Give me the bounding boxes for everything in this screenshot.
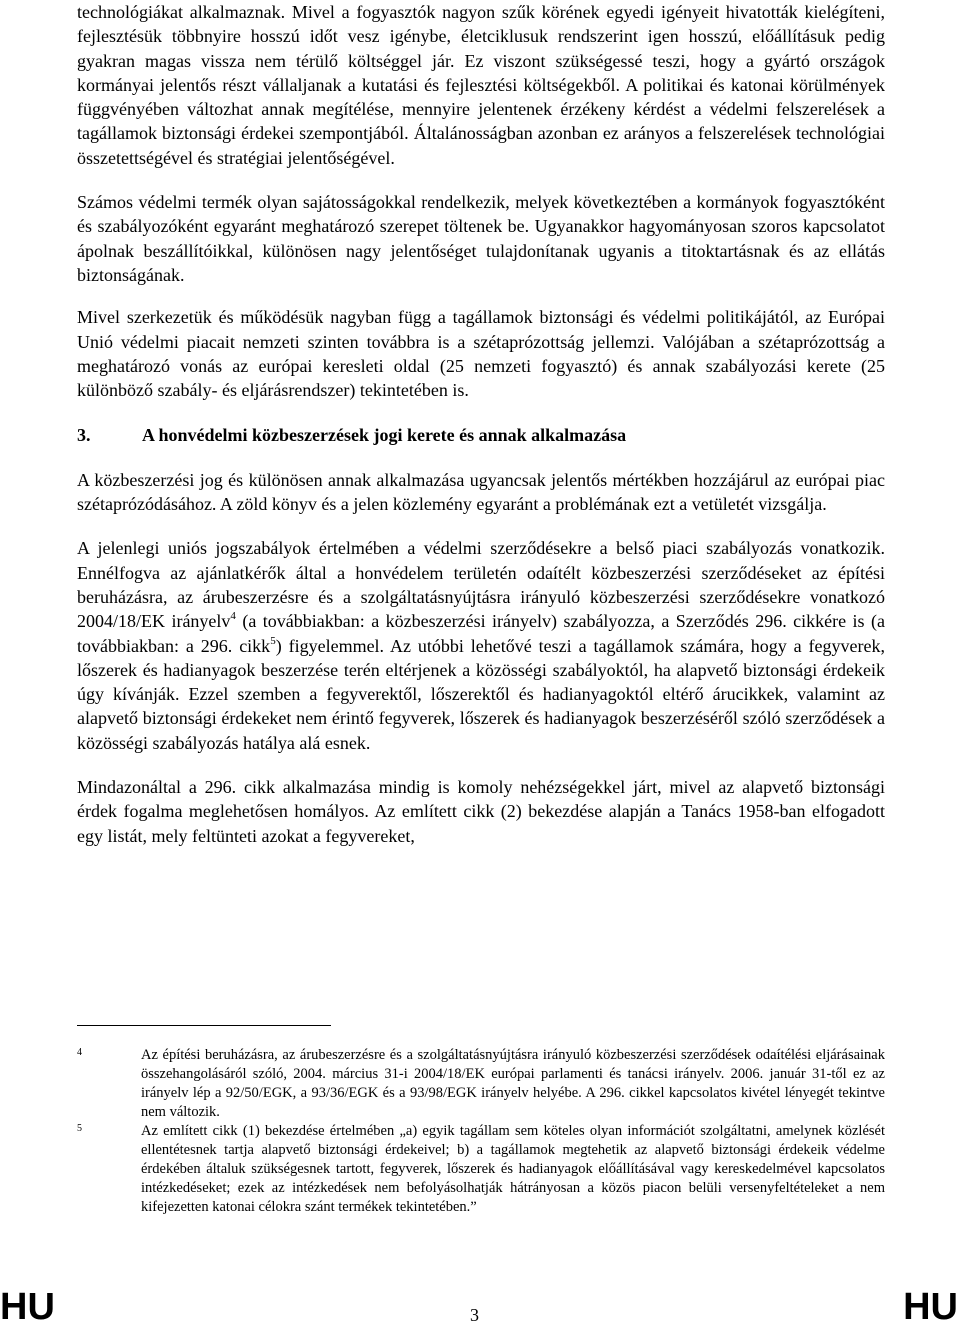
footer-language-left: HU [0,1286,55,1328]
paragraph-1: technológiákat alkalmaznak. Mivel a fogyasztók nagyon szűk körének egyedi igényeit hivatották kielégíteni, fejlesztésük többnyire hosszú időt vesz igénybe, életciklusuk rendszerint igen hosszú, előállításuk pedig gyakran magas vissza nem térülő költséggel jár. Ez viszont szükségessé teszi, hogy a gyártó országok kormányai jelentős részt vállaljanak a kutatási és fejlesztési költségekből. A politikai és katonai körülmények függvényében változhat annak megítélése, mennyire jelentenek érzékeny kérdést a védelmi felszerelések a tagállamok biztonsági érdekei szempontjából. Általánosságban azonban ez arányos a felszerelések technológiai összetettségével és stratégiai jelentőségével. [77,2,885,168]
document-body [77,0,885,848]
paragraph-2: Számos védelmi termék olyan sajátosságokkal rendelkezik, melyek következtében a kormányok fogyasztóként és szabályozóként egyaránt meghatározó szerepet töltenek be. Ugyanakkor hagyományosan szoros kapcsolatot ápolnak beszállítóikkal, különösen nagy jelentőséget tulajdonítanak ugyanis a titoktartásnak és az ellátás biztonságának. [77,192,885,285]
section-heading [77,423,885,447]
footnote-text: Az említett cikk (1) bekezdése értelmében „a) egyik tagállam sem köteles olyan információt szolgáltatni, amelynek közlését ellentétesnek tartja alapvető biztonsági érdekeivel; b) a tagállamok megtehetik az alapvető biztonsági érdekeik védelme érdekében általuk szükségesnek tartott, fegyverek, lőszerek és hadianyagok előállításával vagy kereskedelmével kapcsolatos intézkedéseket; ezek az intézkedések nem befolyásolhatják hátrányosan a közös piacon belüli versenyfeltételeket a nem kifejezetten katonai célokra szánt termékek tekintetében.” [141,1123,885,1215]
section-number: 3. [77,425,91,446]
footnote-separator [77,1025,331,1026]
paragraph-5-part-c: ) figyelemmel. Az utóbbi lehetővé teszi a tagállamok számára, hogy a fegyverek, lőszerek és hadianyagok beszerzése terén eltérjenek a közösségi szabályoktól, ha alapvető biztonsági érdekeik úgy kívánják. Ezzel szemben a fegyverektől, lőszerektől és hadianyagoktól eltérő árucikkek, valamint az alapvető biztonsági érdekeket nem érintő fegyverek, lőszerek és hadianyagok beszerzéséről szóló szerződések a közösségi szabályozás hatálya alá esnek. [77,635,885,753]
footnote-4 [77,1046,885,1122]
footer-language-right: HU [903,1286,958,1328]
section-title: A honvédelmi közbeszerzések jogi kerete és annak alkalmazása [142,425,627,446]
footnote-number: 5 [77,1123,82,1134]
footnotes [77,1046,885,1217]
paragraph-5-part-b: (a továbbiakban: a közbeszerzési irányelv) szabályozza, a Szerződés 296. cikkére is (a továbbiakban: a 296. cikk [77,611,885,656]
footnote-5 [77,1122,885,1217]
paragraph-3: Mivel szerkezetük és működésük nagyban függ a tagállamok biztonsági és védelmi politikájától, az Európai Unió védelmi piacait nemzeti szinten továbbra is a szétaprózottság jellemzi. Valójában a szétaprózottság a meghatározó vonás az európai keresleti oldal (25 nemzeti fogyasztó) és annak szabályozási kerete (25 különböző szabály- és eljárásrendszer) tekintetében is. [77,307,885,401]
paragraph-6: Mindazonáltal a 296. cikk alkalmazása mindig is komoly nehézségekkel járt, mivel az alapvető biztonsági érdek fogalma meglehetősen homályos. Az említett cikk (2) bekezdése alapján a Tanács 1958-ban elfogadott egy listát, mely feltünteti azokat a fegyvereket, [77,777,885,846]
paragraph-5 [77,536,885,755]
page-number: 3 [470,1305,479,1325]
footnote-text: Az építési beruházásra, az árubeszerzésre és a szolgáltatásnyújtásra irányuló közbeszerzési szerződések odaítélési eljárásainak összehangolásáról szóló, 2004. március 31-i 2004/18/EK európai parlamenti és tanácsi irányelv. 2006. január 31-től ez az irányelv lép a 92/50/EGK, a 93/36/EGK és a 93/98/EGK irányelv helyébe. A 296. cikkel kapcsolatos kivétel lényegét tekintve nem változik. [141,1047,885,1120]
paragraph-5-part-a: A jelenlegi uniós jogszabályok értelmében a védelmi szerződésekre a belső piaci szabályozás vonatkozik. Ennélfogva az ajánlatkérők által a honvédelem területén odaítélt közbeszerzési szerződéseket az építési beruházásra, az árubeszerzésre és a szolgáltatásnyújtásra irányuló közbeszerzési szerződésekre vonatkozó 2004/18/EK irányelv [77,538,885,632]
footnote-ref-5[interactable]: 5 [270,634,276,647]
footnote-ref-4[interactable]: 4 [230,610,236,623]
paragraph-4: A közbeszerzési jog és különösen annak alkalmazása ugyancsak jelentős mértékben hozzájárul az európai piac szétaprózódásához. A zöld könyv és a jelen közlemény egyaránt a problémának ezt a vetületét vizsgálja. [77,469,885,515]
footnote-number: 4 [77,1047,82,1058]
